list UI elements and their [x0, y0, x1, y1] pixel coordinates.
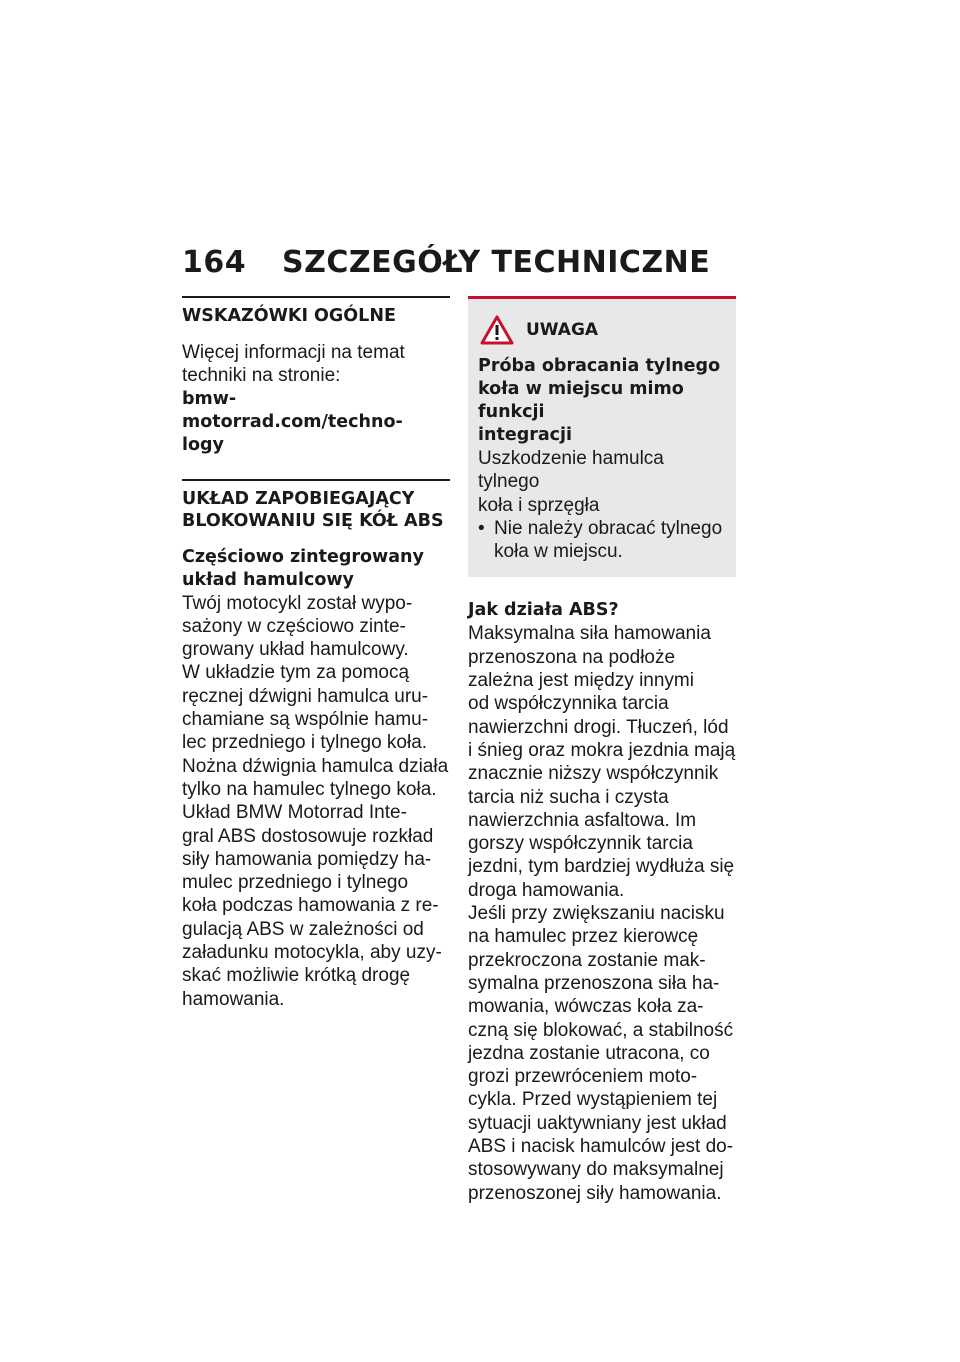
text-line: lec przedniego i tylnego koła.	[182, 732, 428, 754]
left-column	[182, 296, 450, 1011]
bullet-text	[494, 517, 726, 564]
warning-heading	[478, 355, 726, 447]
section-how-abs-works	[468, 599, 736, 1204]
text-line: Jeśli przy zwiększaniu nacisku	[468, 903, 725, 925]
title-line: BLOKOWANIU SIĘ KÓŁ ABS	[182, 510, 444, 531]
text-line: Maksymalna siła hamowania	[468, 623, 711, 645]
text-line: sażony w częściowo zinte-	[182, 615, 406, 637]
text-line: mulec przedniego i tylnego	[182, 872, 409, 894]
text-line: Nożna dźwignia hamulca działa	[182, 755, 449, 777]
text-line: growany układ hamulcowy.	[182, 639, 409, 661]
text-line: droga hamowania.	[468, 879, 625, 901]
text-line: cykla. Przed wystąpieniem tej	[468, 1089, 718, 1111]
section-title-general: WSKAZÓWKI OGÓLNE	[182, 306, 396, 326]
heading-line: koła w miejscu mimo funkcji	[478, 379, 684, 422]
subheading-line: układ hamulcowy	[182, 569, 354, 590]
text-line: załadunku motocykla, aby uzy-	[182, 942, 442, 964]
website-link	[182, 388, 450, 457]
text-line: grozi przewróceniem moto-	[468, 1066, 698, 1088]
text-line: chamiane są wspólnie hamu-	[182, 709, 429, 731]
text-line: hamowania.	[182, 988, 285, 1010]
title-line: UKŁAD ZAPOBIEGAJĄCY	[182, 488, 415, 509]
section-general	[182, 296, 450, 457]
warning-bullet	[478, 517, 726, 564]
text-line: nawierzchnia asfaltowa. Im	[468, 809, 697, 831]
how-abs-text	[468, 622, 736, 1204]
text-line: Uszkodzenie hamulca tylnego	[478, 448, 664, 493]
text-line: mowania, wówczas koła za-	[468, 996, 704, 1018]
text-line: gorszy współczynnik tarcia	[468, 833, 693, 855]
text-line: na hamulec przez kierowcę	[468, 926, 699, 948]
text-line: tylko na hamulec tylnego koła.	[182, 778, 437, 800]
text-line: koła podczas hamowania z re-	[182, 895, 439, 917]
text-line: Układ BMW Motorrad Inte-	[182, 802, 407, 824]
subheading-integral-brake	[182, 546, 450, 592]
text-line: jezdna zostanie utracona, co	[468, 1042, 710, 1064]
warning-triangle-icon	[480, 315, 514, 345]
warning-header	[478, 315, 726, 345]
text-line: zależna jest między innymi	[468, 670, 694, 692]
bullet-line: Nie należy obracać tylnego	[494, 517, 723, 539]
text-line: od współczynnika tarcia	[468, 693, 669, 715]
text-line: stosowywany do maksymalnej	[468, 1159, 724, 1181]
text-line: sytuacji uaktywniany jest układ	[468, 1112, 727, 1134]
text-line: przekroczona zostanie mak-	[468, 949, 706, 971]
text-line: W układzie tym za pomocą	[182, 662, 410, 684]
text-line: jezdni, tym bardziej wydłuża się	[468, 856, 735, 878]
text-line: gral ABS dostosowuje rozkład	[182, 825, 434, 847]
subheading-line: Częściowo zintegrowany	[182, 546, 424, 567]
link-line: bmw-motorrad.com/techno-	[182, 388, 403, 432]
text-line: i śnieg oraz mokra jezdnia mają	[468, 739, 736, 761]
warning-text	[478, 447, 726, 563]
text-line: znacznie niższy współczynnik	[468, 763, 719, 785]
page-number: 164	[182, 244, 247, 280]
right-column	[468, 296, 736, 1205]
text-line: przenoszona na podłoże	[468, 646, 676, 668]
abs-text	[182, 592, 450, 1011]
link-line: logy	[182, 434, 224, 455]
section-divider	[182, 479, 450, 481]
text-line: czną się blokować, a stabilność	[468, 1019, 734, 1041]
heading-line: Próba obracania tylnego	[478, 356, 721, 376]
text-line: siły hamowania pomiędzy ha-	[182, 848, 432, 870]
bullet-line: koła w miejscu.	[494, 541, 623, 563]
section-title-abs	[182, 488, 450, 532]
text-line: koła i sprzęgła	[478, 494, 600, 516]
text-line: symalna przenoszona siła ha-	[468, 972, 720, 994]
warning-box	[468, 296, 736, 577]
page-title: SZCZEGÓŁY TECHNICZNE	[282, 244, 711, 280]
text-line: gulacją ABS w zależności od	[182, 918, 424, 940]
text-line: skać możliwie krótką drogę	[182, 965, 411, 987]
text-line: ABS i nacisk hamulców jest do-	[468, 1136, 734, 1158]
text-line: Więcej informacji na temat	[182, 342, 405, 363]
section-divider	[182, 296, 450, 298]
text-line: tarcia niż sucha i czysta	[468, 786, 669, 808]
text-line: techniki na stronie:	[182, 365, 341, 387]
page-header	[182, 240, 710, 284]
general-text	[182, 341, 450, 388]
bullet-mark: •	[478, 517, 485, 539]
text-line: nawierzchni drogi. Tłuczeń, lód	[468, 716, 729, 738]
text-line: ręcznej dźwigni hamulca uru-	[182, 685, 429, 707]
section-abs	[182, 479, 450, 1011]
warning-label: UWAGA	[526, 320, 599, 340]
heading-line: integracji	[478, 425, 573, 445]
how-abs-heading: Jak działa ABS?	[468, 600, 619, 621]
text-line: przenoszonej siły hamowania.	[468, 1182, 722, 1204]
text-line: Twój motocykl został wypo-	[182, 592, 413, 614]
